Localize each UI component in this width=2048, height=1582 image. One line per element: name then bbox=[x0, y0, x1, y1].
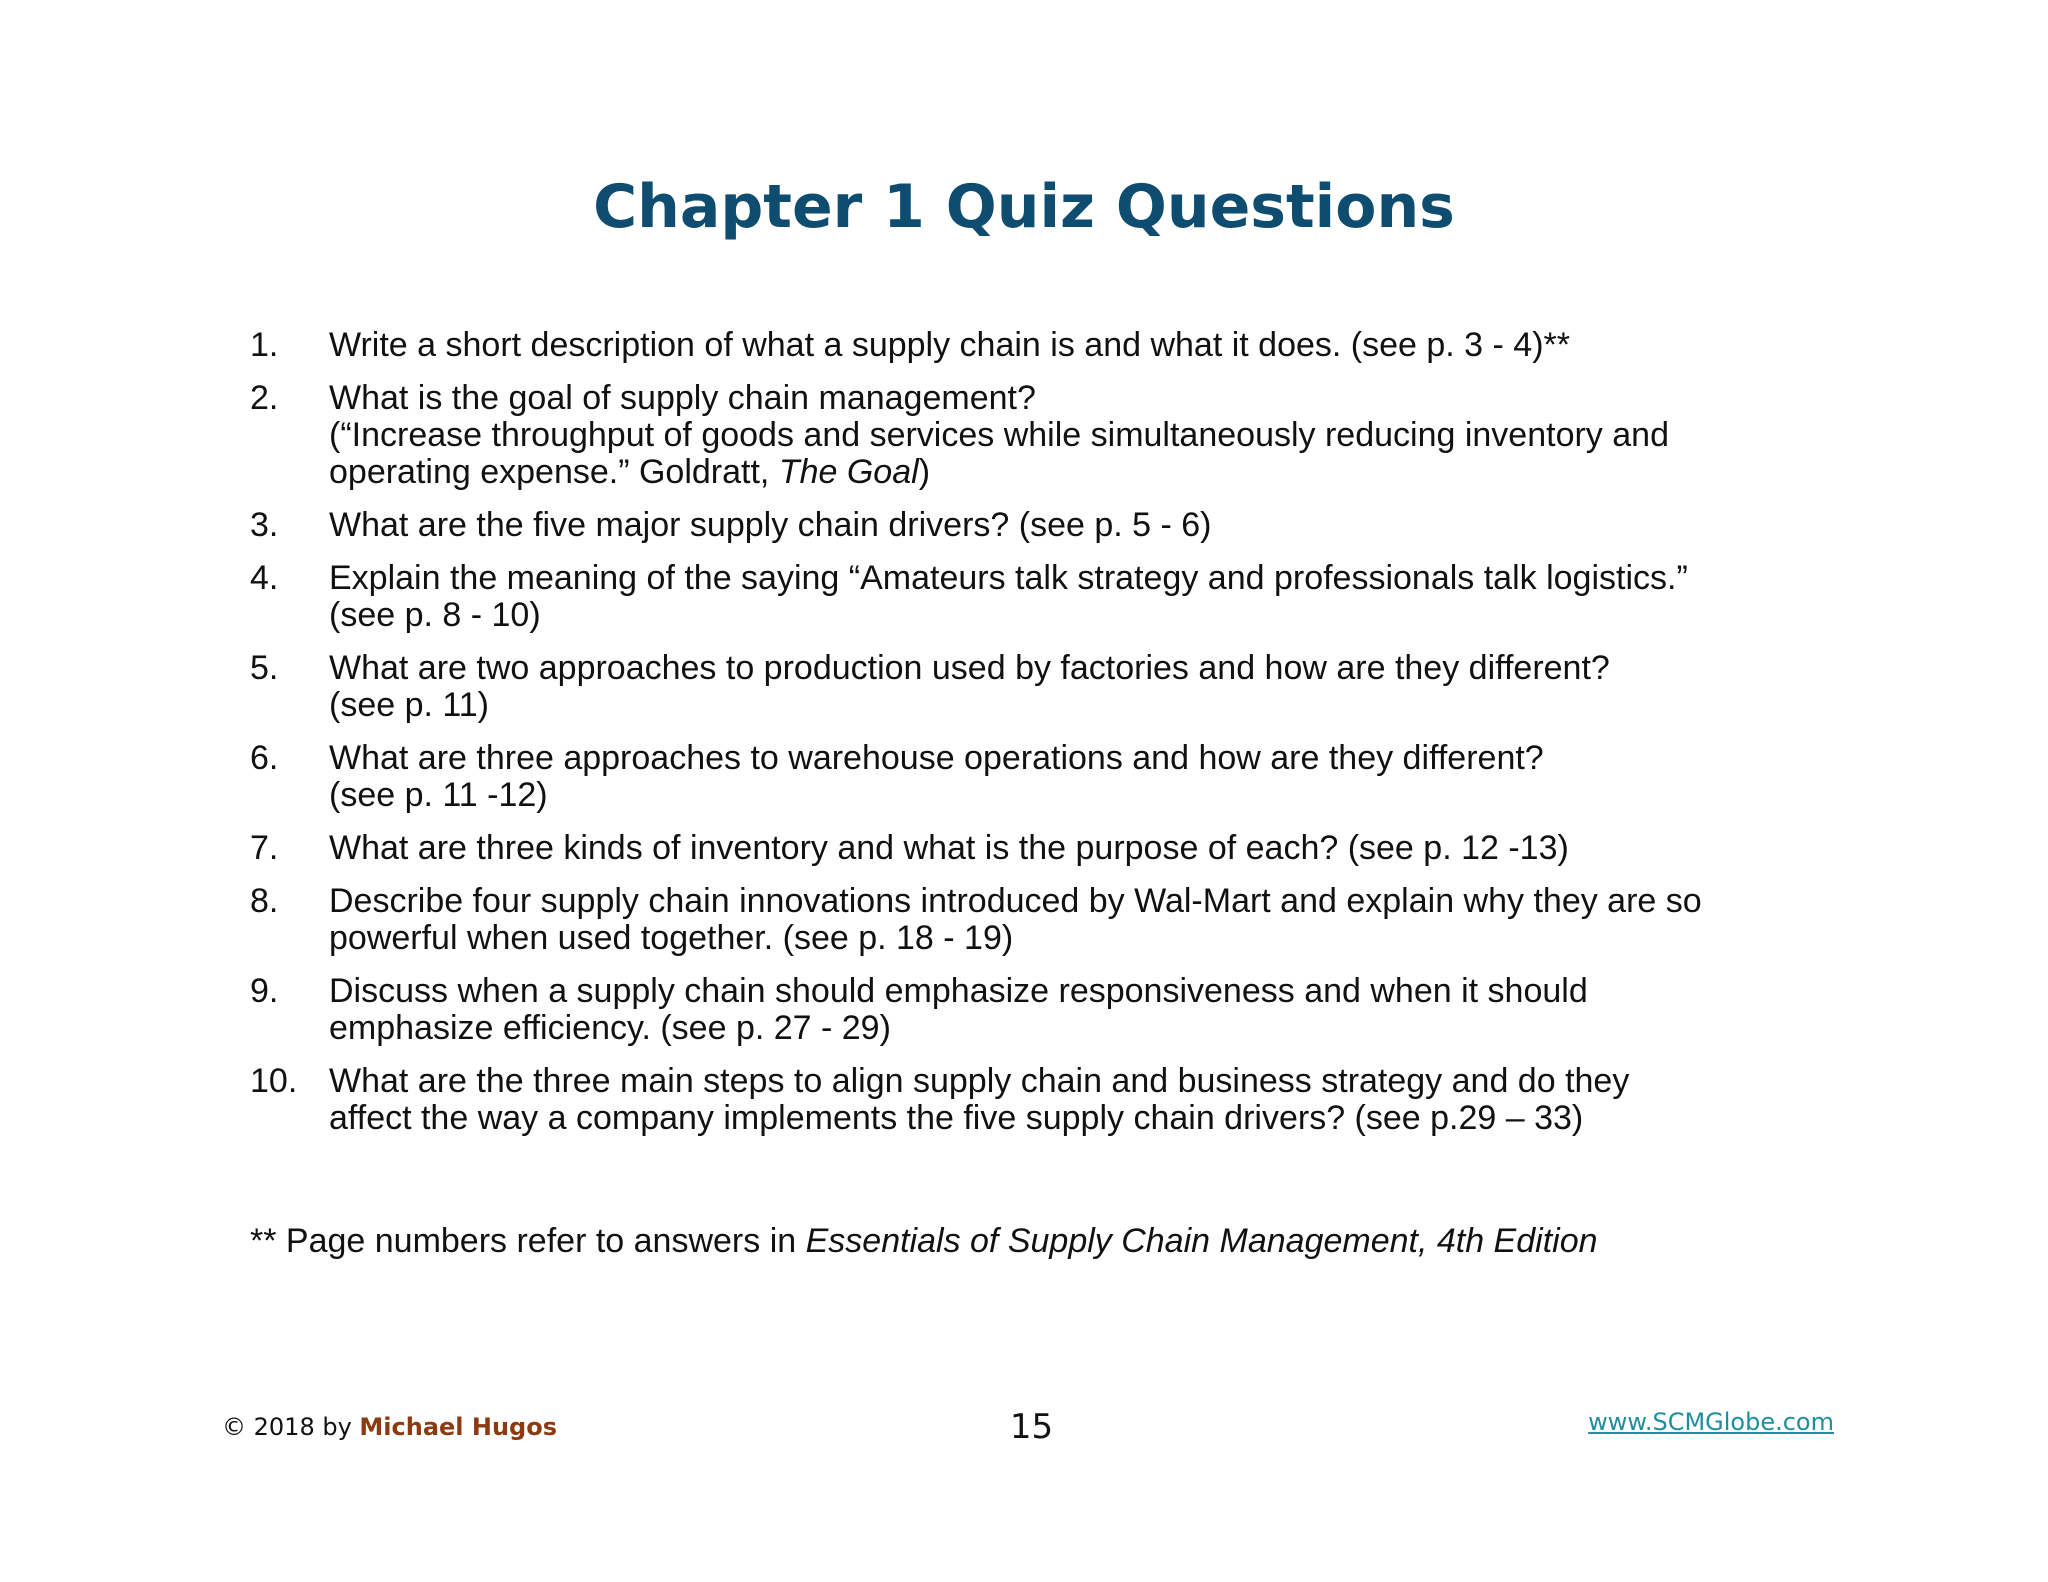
question-number: 1. bbox=[250, 326, 279, 364]
question-number: 9. bbox=[250, 972, 279, 1010]
question-line bbox=[329, 454, 1810, 491]
question-number: 7. bbox=[250, 829, 279, 867]
question-item bbox=[250, 883, 1810, 957]
question-item bbox=[250, 650, 1810, 724]
question-line: What are three approaches to warehouse operations and how are they different? bbox=[329, 739, 1544, 777]
author-name: Michael Hugos bbox=[359, 1413, 558, 1441]
question-line: Explain the meaning of the saying “Amateurs talk strategy and professionals talk logistics.” bbox=[329, 559, 1688, 597]
question-line: (“Increase throughput of goods and services while simultaneously reducing inventory and bbox=[329, 416, 1669, 454]
page-number: 15 bbox=[1009, 1407, 1054, 1447]
question-line: What are three kinds of inventory and what is the purpose of each? (see p. 12 -13) bbox=[329, 829, 1569, 867]
question-number: 6. bbox=[250, 739, 279, 777]
question-item bbox=[250, 560, 1810, 634]
question-text bbox=[329, 740, 1810, 814]
question-number: 4. bbox=[250, 559, 279, 597]
question-line: (see p. 11) bbox=[329, 686, 490, 724]
page-title: Chapter 1 Quiz Questions bbox=[593, 172, 1455, 242]
question-text bbox=[329, 883, 1810, 957]
copyright-text: © 2018 by bbox=[222, 1413, 360, 1441]
question-line: emphasize efficiency. (see p. 27 - 29) bbox=[329, 1009, 891, 1047]
question-item bbox=[250, 973, 1810, 1047]
question-line: (see p. 8 - 10) bbox=[329, 596, 541, 634]
book-title-the-goal: The Goal bbox=[778, 453, 919, 491]
question-text bbox=[329, 1063, 1810, 1137]
quote-attribution: operating expense.” Goldratt, bbox=[329, 453, 779, 491]
question-number: 5. bbox=[250, 649, 279, 687]
note-book-title: Essentials of Supply Chain Management, 4th Edition bbox=[805, 1222, 1598, 1260]
question-text bbox=[329, 327, 1810, 364]
closing-paren: ) bbox=[918, 453, 931, 491]
question-item bbox=[250, 380, 1810, 491]
question-text bbox=[329, 507, 1810, 544]
page-number-note bbox=[250, 1223, 1598, 1260]
note-prefix: ** Page numbers refer to answers in bbox=[250, 1222, 806, 1260]
question-line: What are the three main steps to align supply chain and business strategy and do they bbox=[329, 1062, 1630, 1100]
question-number: 8. bbox=[250, 882, 279, 920]
question-line: What is the goal of supply chain management? bbox=[329, 379, 1036, 417]
question-text bbox=[329, 973, 1810, 1047]
question-item bbox=[250, 830, 1810, 867]
question-line: affect the way a company implements the five supply chain drivers? (see p.29 – 33) bbox=[329, 1099, 1584, 1137]
question-number: 10. bbox=[250, 1062, 298, 1100]
question-item bbox=[250, 1063, 1810, 1137]
question-text bbox=[329, 560, 1810, 634]
question-number: 2. bbox=[250, 379, 279, 417]
question-item bbox=[250, 507, 1810, 544]
question-line: Describe four supply chain innovations introduced by Wal-Mart and explain why they are so bbox=[329, 882, 1702, 920]
question-text bbox=[329, 830, 1810, 867]
question-item bbox=[250, 327, 1810, 364]
question-line: (see p. 11 -12) bbox=[329, 776, 548, 814]
question-line: What are two approaches to production used by factories and how are they different? bbox=[329, 649, 1610, 687]
question-item bbox=[250, 740, 1810, 814]
website-link[interactable]: www.SCMGlobe.com bbox=[1588, 1408, 1834, 1436]
question-number: 3. bbox=[250, 506, 279, 544]
question-list bbox=[250, 327, 1810, 1153]
question-line: Discuss when a supply chain should emphasize responsiveness and when it should bbox=[329, 972, 1588, 1010]
question-text bbox=[329, 650, 1810, 724]
question-text bbox=[329, 380, 1810, 491]
question-line: powerful when used together. (see p. 18 - 19) bbox=[329, 919, 1014, 957]
question-line: What are the five major supply chain drivers? (see p. 5 - 6) bbox=[329, 506, 1212, 544]
question-line: Write a short description of what a supply chain is and what it does. (see p. 3 - 4)** bbox=[329, 326, 1570, 364]
